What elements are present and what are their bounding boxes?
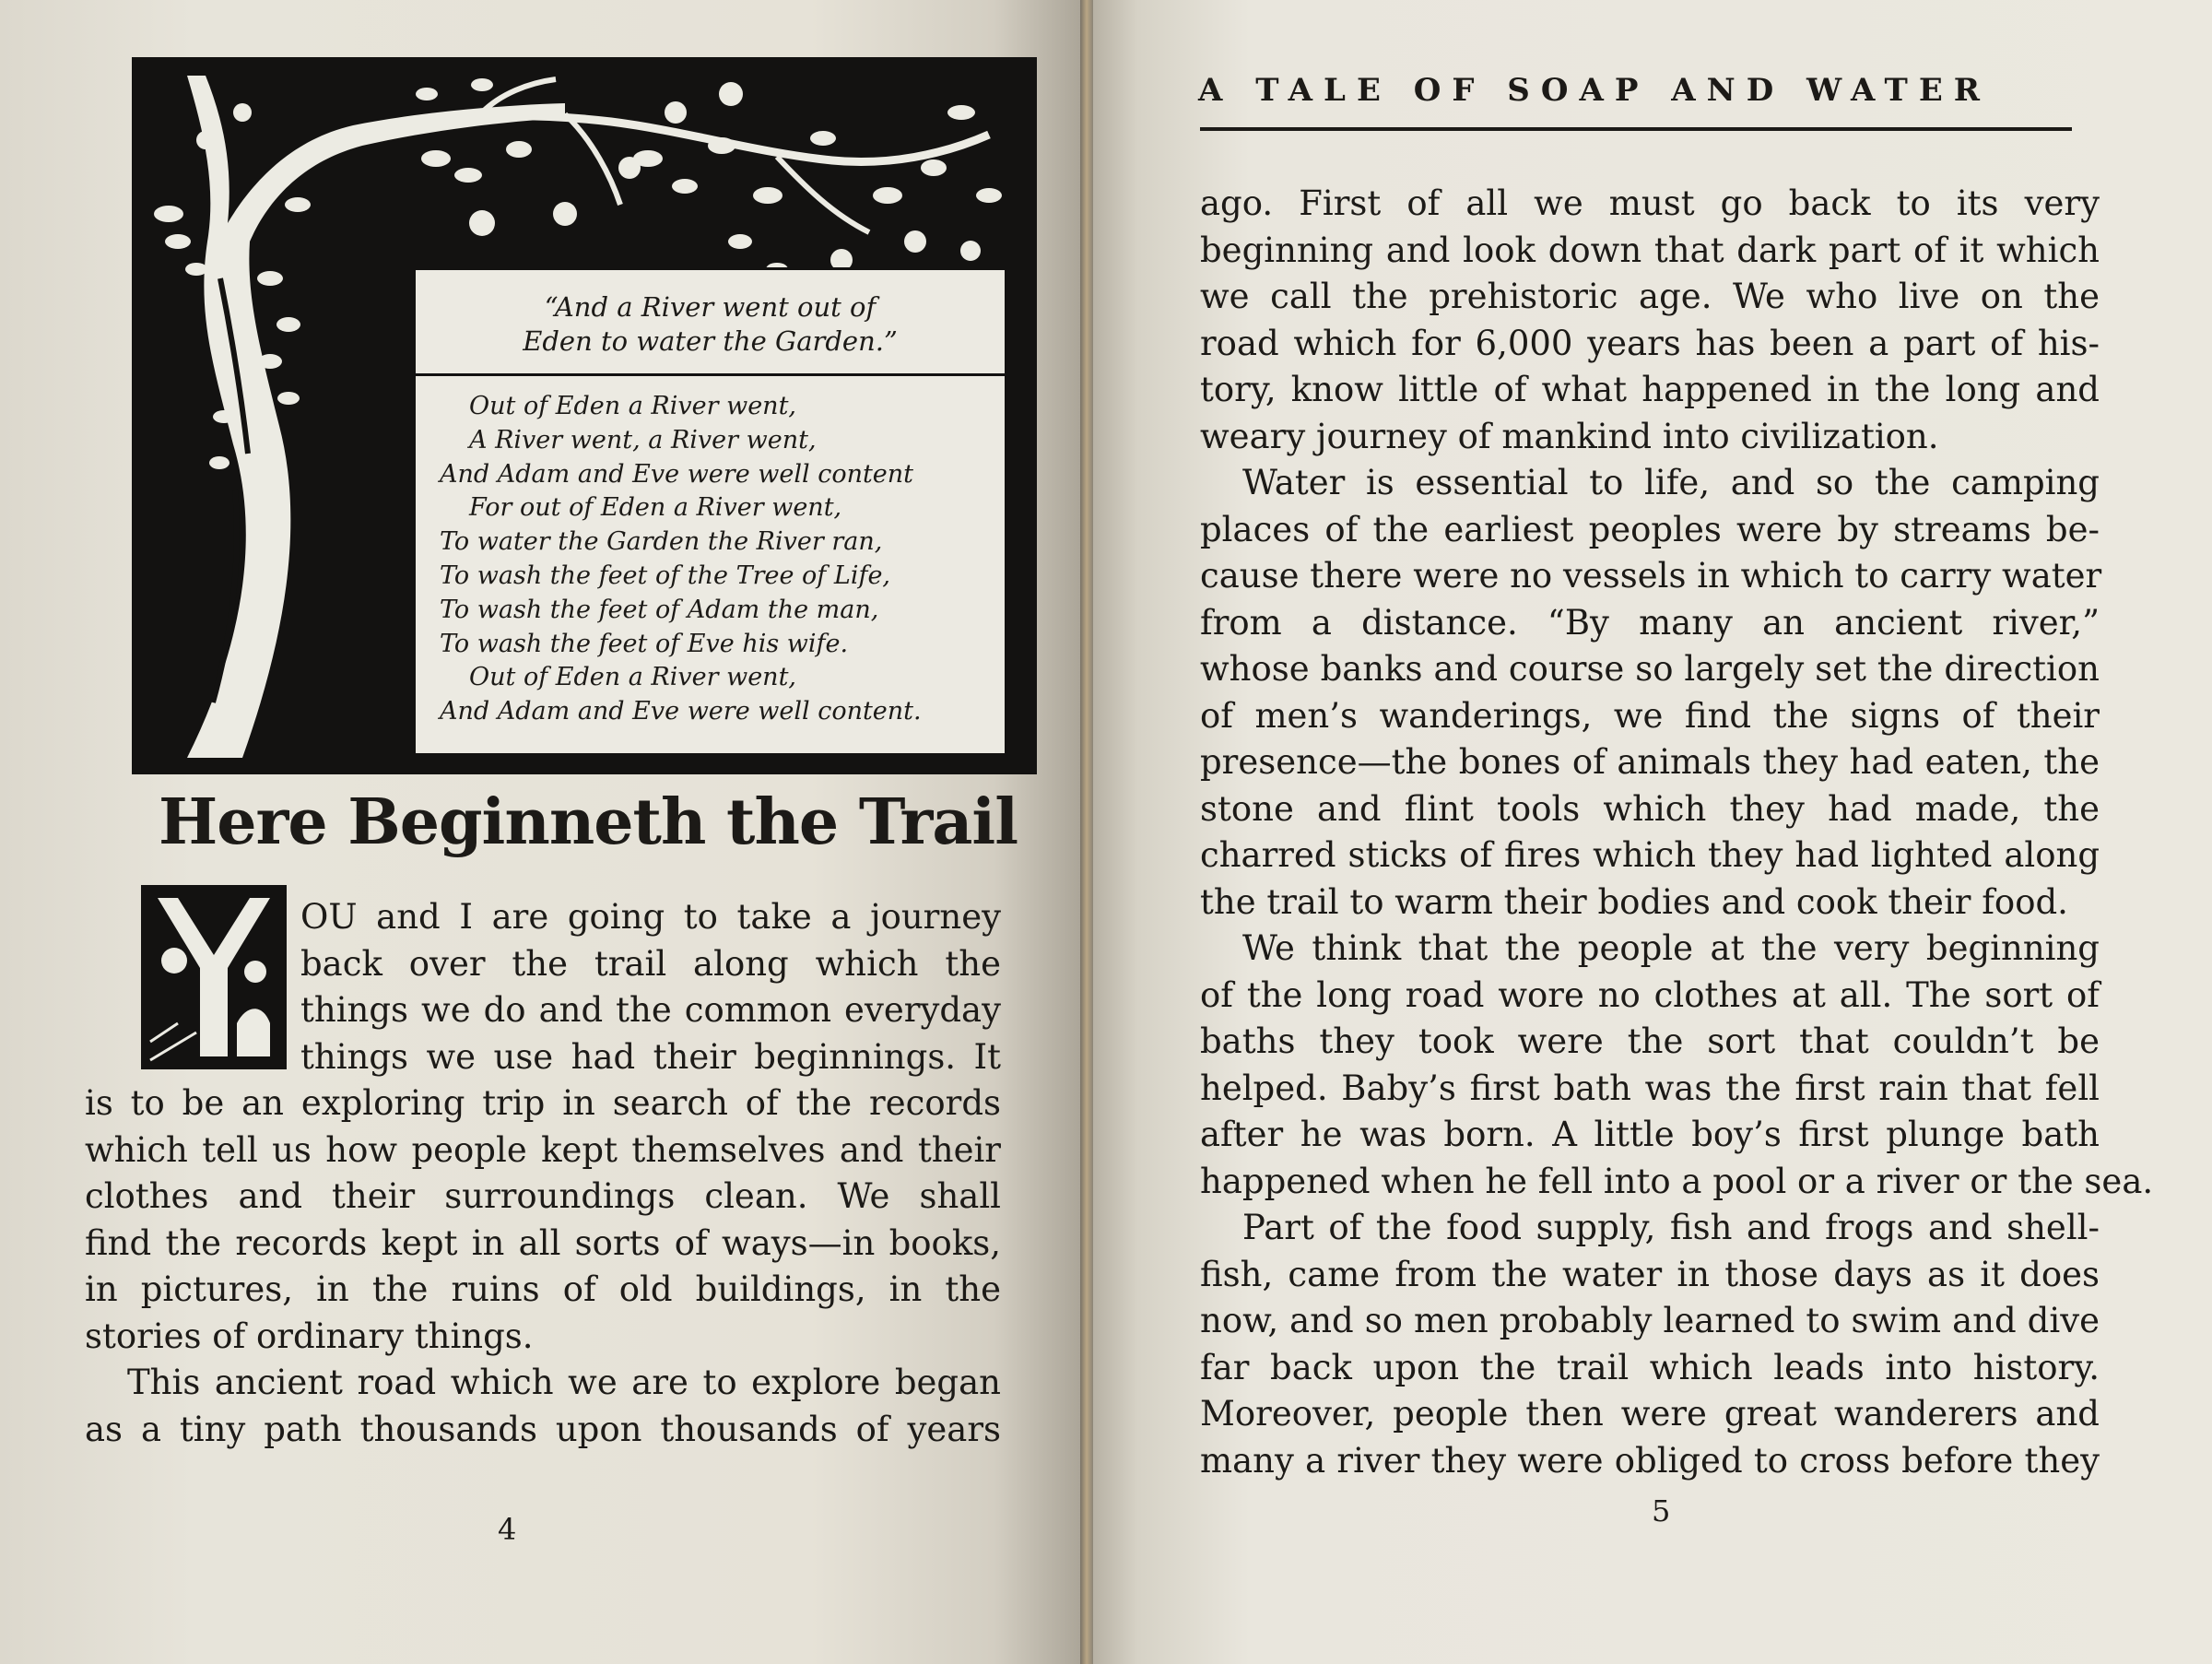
text-line: cause there were no vessels in which to carry water: [1200, 556, 2102, 596]
text-line: This ancient road which we are to explore began: [127, 1363, 1001, 1402]
text-line: Water is essential to life, and so the camping: [1242, 463, 2100, 502]
running-head: A TALE OF SOAP AND WATER: [1198, 72, 1992, 109]
text-line: beginning and look down that dark part of it which: [1200, 230, 2100, 270]
poem-line: A River went, a River went,: [469, 425, 817, 454]
poem-line: And Adam and Eve were well content.: [440, 697, 922, 726]
text-line: Moreover, people then were great wanderers and: [1200, 1394, 2100, 1434]
text-line: of men’s wanderings, we find the signs of their: [1200, 695, 2100, 736]
right-body-text: [1200, 181, 2154, 1484]
text-line: from a distance. “By many an ancient river,”: [1200, 602, 2100, 643]
epigraph-line-2: Eden to water the Garden.”: [523, 325, 898, 357]
text-line: OU and I are going to take a journey: [300, 897, 1001, 937]
poem-epigraph: [434, 290, 986, 359]
text-line: ago. First of all we must go back to its very: [1200, 183, 2100, 223]
text-line: clothes and their surroundings clean. We shall: [85, 1176, 1001, 1216]
text-line: which tell us how people kept themselves and their: [85, 1129, 1001, 1170]
epigraph-line-1: “And a River went out of: [544, 291, 877, 323]
drop-cap-letter: [141, 885, 142, 886]
poem-line: Out of Eden a River went,: [469, 663, 797, 692]
poem-line: To wash the feet of the Tree of Life,: [440, 561, 891, 590]
text-line: is to be an exploring trip in search of the records: [85, 1083, 1001, 1123]
text-line: far back upon the trail which leads into history.: [1200, 1347, 2100, 1387]
chapter-heading: Here Beginneth the Trail: [159, 785, 1018, 859]
text-line: after he was born. A little boy’s first plunge bath: [1200, 1115, 2100, 1154]
poem-line: To wash the feet of Eve his wife.: [440, 629, 849, 658]
text-line: presence—the bones of animals they had eaten, the: [1200, 742, 2100, 782]
poem-line: Out of Eden a River went,: [469, 392, 797, 420]
text-line: many a river they were obliged to cross before they: [1200, 1440, 2100, 1481]
text-line: tory, know little of what happened in the long and: [1200, 370, 2100, 409]
text-line: weary journey of mankind into civilization.: [1200, 416, 1939, 456]
text-line: Part of the food supply, fish and frogs and shell-: [1242, 1208, 2100, 1247]
page-number-left: 4: [498, 1512, 517, 1547]
text-line: stories of ordinary things.: [85, 1316, 534, 1356]
running-head-rule: [1200, 127, 2072, 131]
eden-illustration: [132, 57, 1037, 774]
text-line: places of the earliest peoples were by streams be-: [1200, 509, 2100, 549]
poem-line: To wash the feet of Adam the man,: [440, 595, 879, 624]
right-page: [1093, 0, 2212, 1664]
text-line: in pictures, in the ruins of old buildings, in the: [85, 1269, 1001, 1309]
left-page: [0, 0, 1080, 1664]
poem-box: [413, 267, 1007, 756]
text-line: baths they took were the sort that couldn’t be: [1200, 1021, 2100, 1061]
poem-line: And Adam and Eve were well content: [440, 459, 914, 489]
text-line: the trail to warm their bodies and cook their food.: [1200, 881, 2068, 922]
drop-cap-illustration: [141, 885, 287, 1069]
page-number-right: 5: [1652, 1493, 1671, 1528]
text-line: helped. Baby’s first bath was the first rain that fell: [1200, 1068, 2100, 1108]
text-line: things we use had their beginnings. It: [300, 1036, 1001, 1077]
text-line: fish, came from the water in those days as it does: [1200, 1254, 2100, 1294]
text-line: find the records kept in all sorts of ways—in books,: [85, 1222, 1001, 1263]
book-gutter: [1080, 0, 1093, 1664]
text-line: charred sticks of fires which they had lighted along: [1200, 835, 2100, 875]
text-line: back over the trail along which the: [300, 943, 1001, 984]
left-intro-text: [300, 894, 1001, 1080]
text-line: stone and flint tools which they had made, the: [1200, 788, 2100, 829]
text-line: of the long road wore no clothes at all. The sort of: [1200, 974, 2100, 1015]
left-body-text: [85, 1080, 1001, 1453]
poem-line: To water the Garden the River ran,: [440, 527, 883, 557]
text-line: we call the prehistoric age. We who live on the: [1200, 277, 2100, 316]
text-line: We think that the people at the very beginning: [1242, 928, 2100, 968]
poem-line: For out of Eden a River went,: [469, 493, 842, 523]
text-line: whose banks and course so largely set the direction: [1200, 649, 2100, 689]
text-line: things we do and the common everyday: [300, 990, 1001, 1030]
text-line: happened when he fell into a pool or a river or the sea.: [1200, 1161, 2154, 1201]
poem-divider: [416, 373, 1005, 376]
poem-verses: [440, 390, 992, 729]
text-line: now, and so men probably learned to swim and dive: [1200, 1301, 2100, 1340]
text-line: as a tiny path thousands upon thousands of years: [85, 1409, 1001, 1449]
text-line: road which for 6,000 years has been a part of his-: [1200, 323, 2100, 363]
drop-cap-y-art: [141, 885, 287, 1069]
